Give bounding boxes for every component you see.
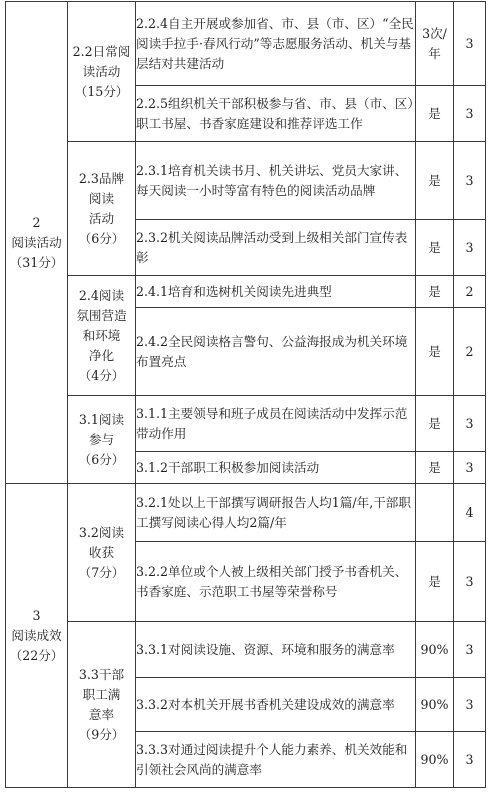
indicator-text: 3.3.1对阅读设施、资源、环境和服务的满意率: [136, 622, 416, 678]
subcategory-label-line: 净化: [88, 347, 115, 363]
indicator-standard: 3次/年: [416, 2, 454, 86]
subcategory-label-line: 阅读: [88, 190, 115, 206]
indicator-standard: 是: [416, 86, 454, 142]
indicator-standard: 是: [416, 452, 454, 484]
subcategory-cell-reading-participation: [68, 396, 136, 484]
subcategory-label-line: 收获: [88, 544, 115, 560]
category-name: 阅读成效: [11, 627, 62, 643]
subcategory-points: （4分）: [78, 367, 125, 383]
indicator-standard: [416, 484, 454, 542]
subcategory-label-line: 3.1阅读: [78, 411, 125, 427]
subcategory-label-line: 2.4阅读: [78, 287, 125, 303]
category-cell-reading-activities: [6, 2, 68, 484]
indicator-standard: 是: [416, 308, 454, 396]
table-row: [6, 484, 486, 542]
indicator-text: 3.2.2单位或个人被上级相关部门授予书香机关、书香家庭、示范职工书屋等荣誉称号: [136, 542, 416, 622]
table-row: [6, 396, 486, 452]
subcategory-points: （6分）: [78, 451, 125, 467]
indicator-score: 3: [454, 678, 486, 732]
subcategory-label-line: 氛围营造: [76, 307, 127, 323]
indicator-score: 3: [454, 220, 486, 276]
indicator-text: 3.1.2干部职工积极参加阅读活动: [136, 452, 416, 484]
category-cell-reading-outcomes: [6, 484, 68, 788]
indicator-score: 2: [454, 276, 486, 308]
indicator-text: 2.4.1培育和选树机关阅读先进典型: [136, 276, 416, 308]
indicator-score: 3: [454, 542, 486, 622]
subcategory-label-line: 读活动: [82, 63, 121, 79]
category-number: 2: [32, 214, 41, 230]
indicator-score: 3: [454, 622, 486, 678]
indicator-text: 3.2.1处以上干部撰写调研报告人均1篇/年,干部职工撰写阅读心得人均2篇/年: [136, 484, 416, 542]
indicator-standard: 90%: [416, 622, 454, 678]
subcategory-cell-brand-reading: [68, 142, 136, 276]
subcategory-cell-daily-reading: [68, 2, 136, 142]
category-name: 阅读活动: [11, 234, 62, 250]
indicator-score: 3: [454, 2, 486, 86]
subcategory-label-line: 3.3干部: [78, 666, 125, 682]
subcategory-cell-reading-gains: [68, 484, 136, 622]
indicator-standard: 是: [416, 220, 454, 276]
indicator-text: 3.1.1主要领导和班子成员在阅读活动中发挥示范带动作用: [136, 396, 416, 452]
category-points: （22分）: [9, 647, 64, 663]
subcategory-points: （9分）: [78, 726, 125, 742]
table-row: [6, 622, 486, 678]
subcategory-label-line: 3.2阅读: [78, 524, 125, 540]
subcategory-points: （6分）: [78, 230, 125, 246]
subcategory-cell-reading-atmosphere: [68, 276, 136, 396]
indicator-score: 2: [454, 308, 486, 396]
subcategory-points: （15分）: [74, 83, 129, 99]
indicator-standard: 是: [416, 276, 454, 308]
subcategory-label-line: 2.3品牌: [78, 170, 125, 186]
indicator-score: 4: [454, 484, 486, 542]
table-row: [6, 2, 486, 86]
indicator-text: 3.3.3对通过阅读提升个人能力素养、机关效能和引领社会风尚的满意率: [136, 732, 416, 788]
indicator-score: 3: [454, 452, 486, 484]
indicator-score: 3: [454, 732, 486, 788]
subcategory-label-line: 和环境: [82, 327, 121, 343]
indicator-standard: 是: [416, 542, 454, 622]
indicator-text: 2.4.2全民阅读格言警句、公益海报成为机关环境布置亮点: [136, 308, 416, 396]
indicator-standard: 90%: [416, 678, 454, 732]
category-points: （31分）: [9, 254, 64, 270]
indicator-text: 3.3.2对本机关开展书香机关建设成效的满意率: [136, 678, 416, 732]
subcategory-label-line: 意率: [88, 706, 115, 722]
subcategory-label-line: 2.2日常阅: [72, 43, 131, 59]
table-row: [6, 142, 486, 220]
subcategory-label-line: 参与: [88, 431, 115, 447]
subcategory-cell-staff-satisfaction: [68, 622, 136, 788]
indicator-standard: 是: [416, 142, 454, 220]
table-row: [6, 276, 486, 308]
subcategory-label-line: 活动: [88, 210, 115, 226]
subcategory-label-line: 职工满: [82, 686, 121, 702]
indicator-text: 2.3.2机关阅读品牌活动受到上级相关部门宣传表彰: [136, 220, 416, 276]
indicator-standard: 是: [416, 396, 454, 452]
subcategory-points: （7分）: [78, 564, 125, 580]
indicator-text: 2.2.5组织机关干部积极参与省、市、县（市、区）职工书屋、书香家庭建设和推荐评选工作: [136, 86, 416, 142]
indicator-text: 2.3.1培育机关读书月、机关讲坛、党员大家讲、每天阅读一小时等富有特色的阅读活动品牌: [136, 142, 416, 220]
indicator-standard: 90%: [416, 732, 454, 788]
evaluation-table-document: [5, 1, 486, 788]
category-number: 3: [32, 607, 41, 623]
evaluation-table: [5, 1, 486, 788]
indicator-score: 3: [454, 396, 486, 452]
indicator-score: 3: [454, 142, 486, 220]
indicator-text: 2.2.4自主开展或参加省、市、县（市、区）“全民阅读手拉手·春风行动”等志愿服务活动、机关与基层结对共建活动: [136, 2, 416, 86]
indicator-score: 3: [454, 86, 486, 142]
